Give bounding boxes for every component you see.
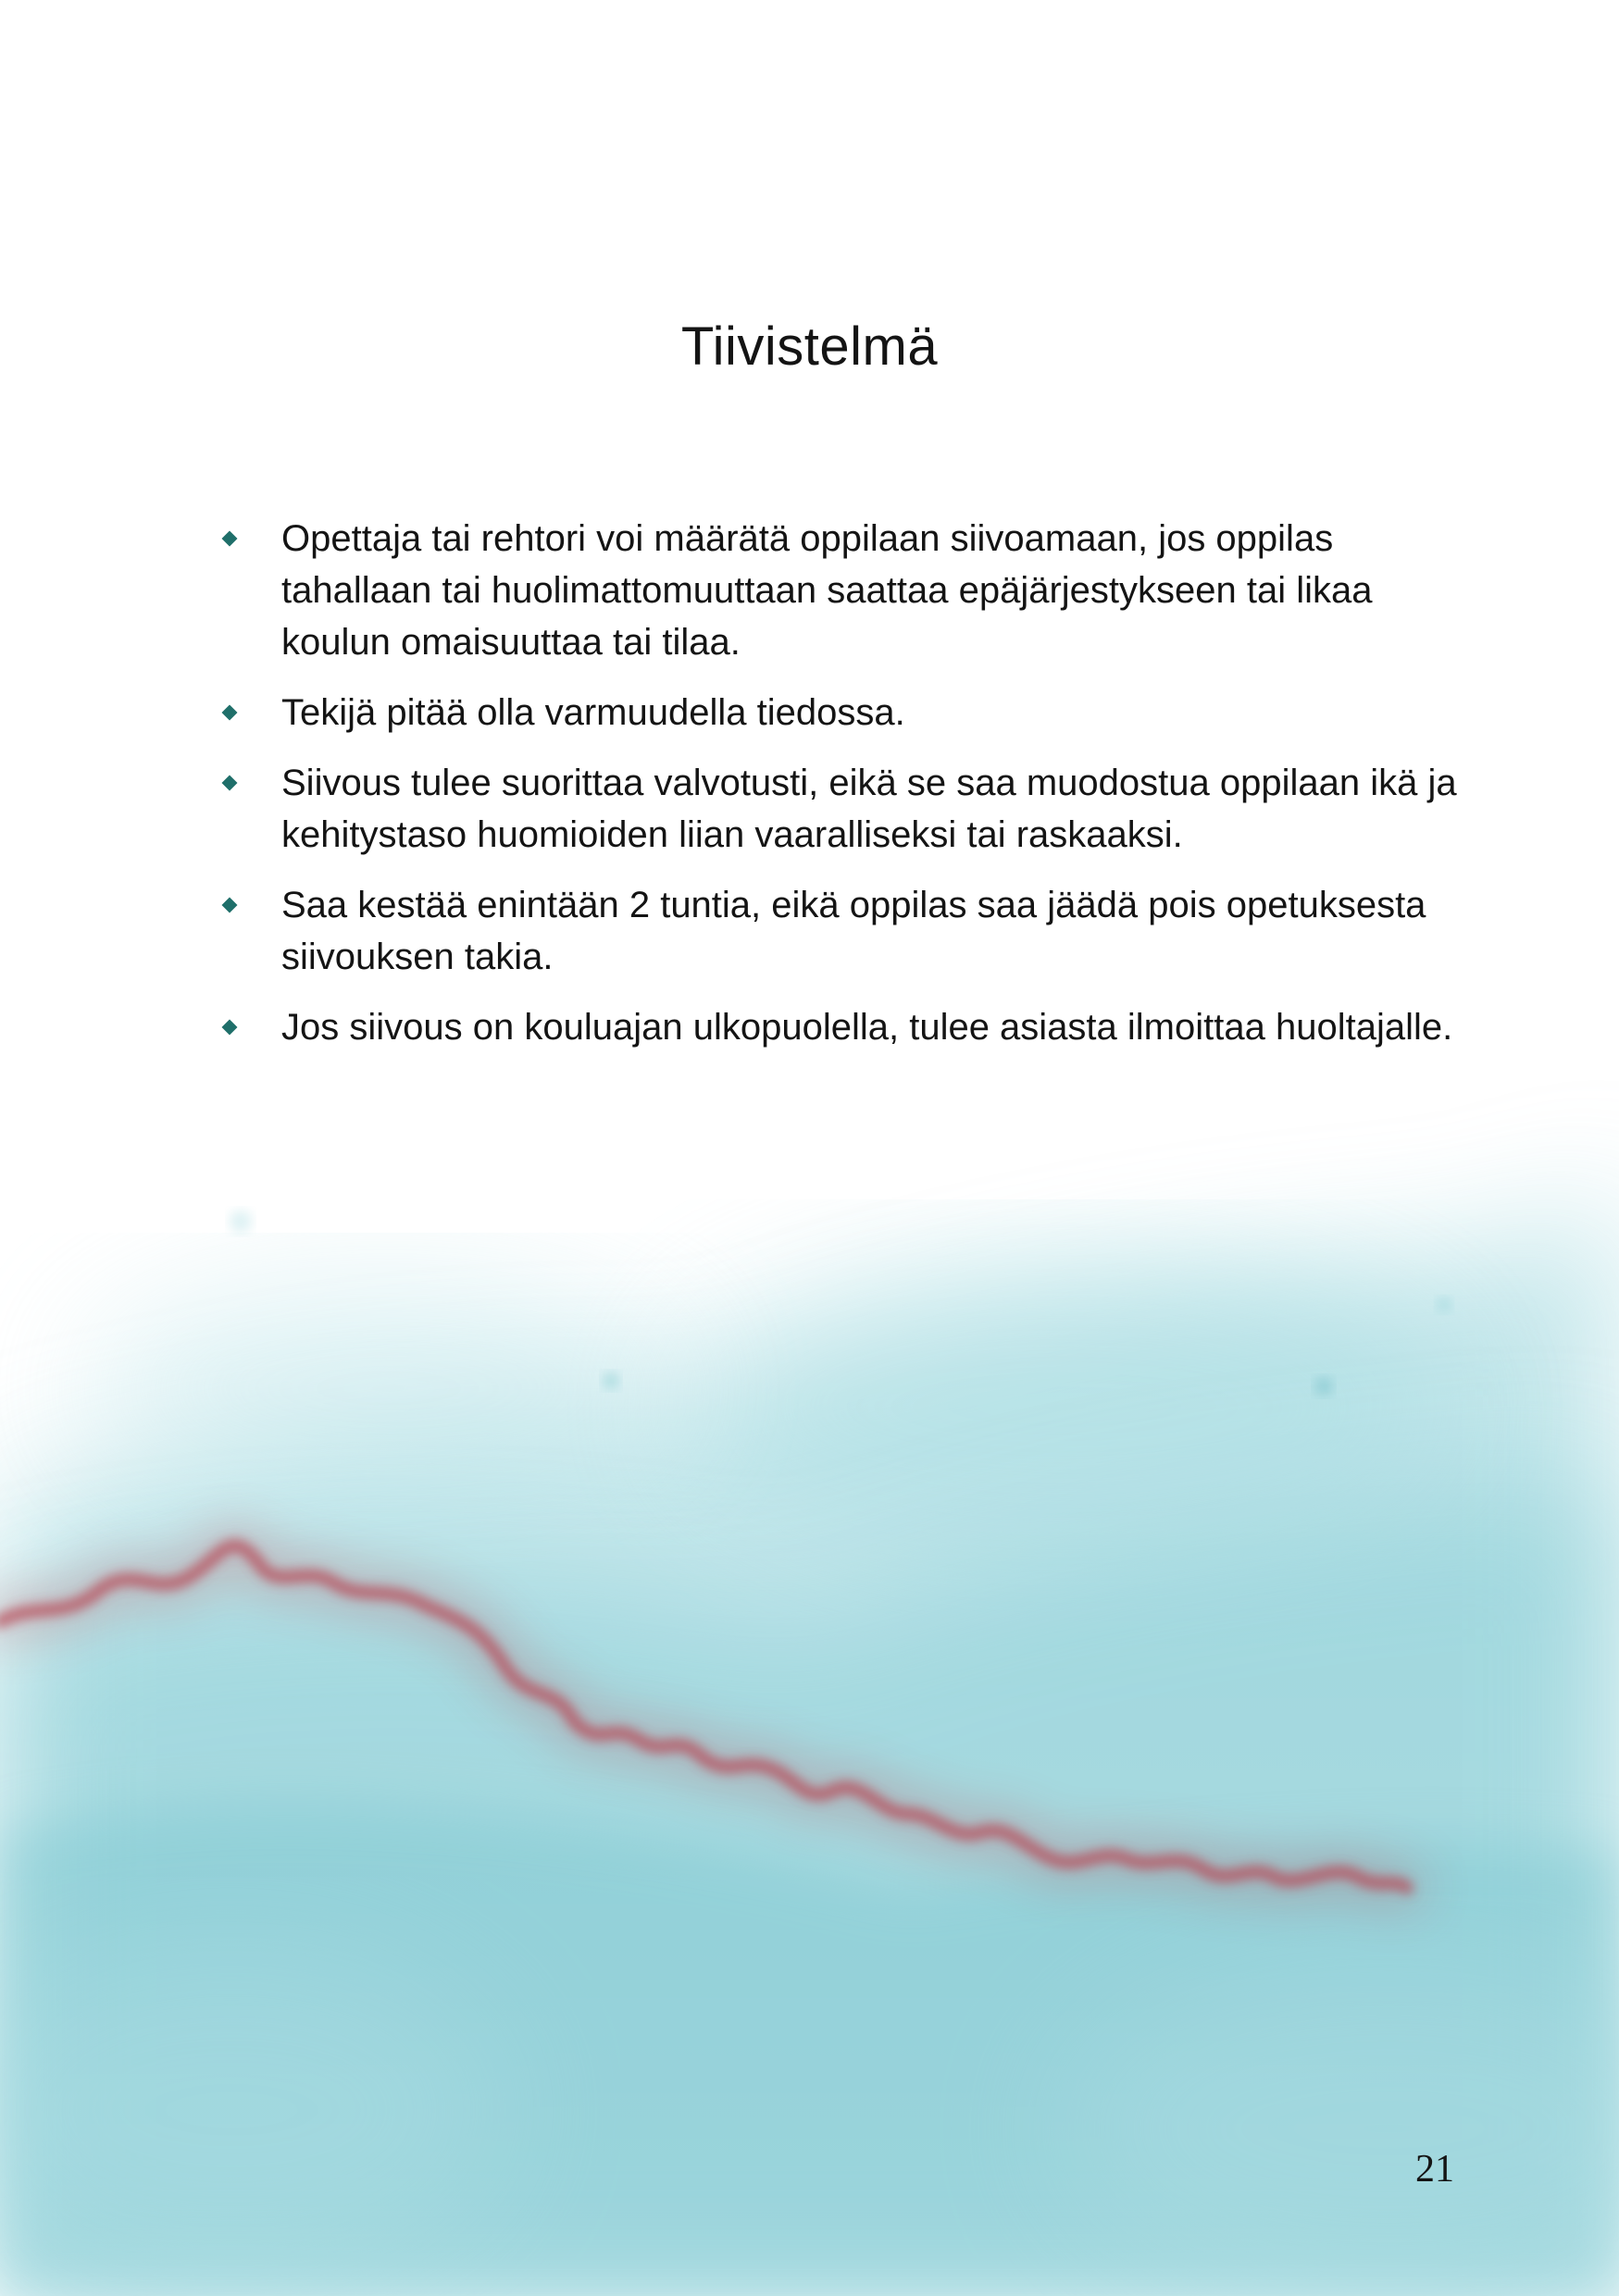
list-item-text: Tekijä pitää olla varmuudella tiedossa. <box>281 692 905 733</box>
diamond-bullet-icon <box>222 1020 238 1036</box>
list-item <box>218 757 1487 861</box>
page-title: Tiivistelmä <box>680 316 939 377</box>
list-item <box>218 1001 1487 1053</box>
list-item <box>218 687 1487 738</box>
list-item-text: Siivous tulee suorittaa valvotusti, eikä se saa muodostua oppilaan ikä ja kehitystaso huomioiden liian vaaralliseksi tai raskaaksi. <box>281 763 1457 855</box>
diamond-bullet-icon <box>222 531 238 547</box>
list-item <box>218 879 1487 983</box>
diamond-bullet-icon <box>222 776 238 791</box>
page-number: 21 <box>1415 2148 1454 2191</box>
diamond-bullet-icon <box>222 898 238 913</box>
diamond-bullet-icon <box>222 705 238 721</box>
list-item-text: Jos siivous on kouluajan ulkopuolella, tulee asiasta ilmoittaa huoltajalle. <box>281 1007 1453 1048</box>
summary-list <box>218 513 1487 1072</box>
list-item-text: Saa kestää enintään 2 tuntia, eikä oppilas saa jäädä pois opetuksesta siivouksen takia. <box>281 885 1426 977</box>
list-item <box>218 513 1487 668</box>
list-item-text: Opettaja tai rehtori voi määrätä oppilaan siivoamaan, jos oppilas tahallaan tai huolimattomuuttaan saattaa epäjärjestykseen tai likaa koulun omaisuuttaa tai tilaa. <box>281 518 1373 663</box>
